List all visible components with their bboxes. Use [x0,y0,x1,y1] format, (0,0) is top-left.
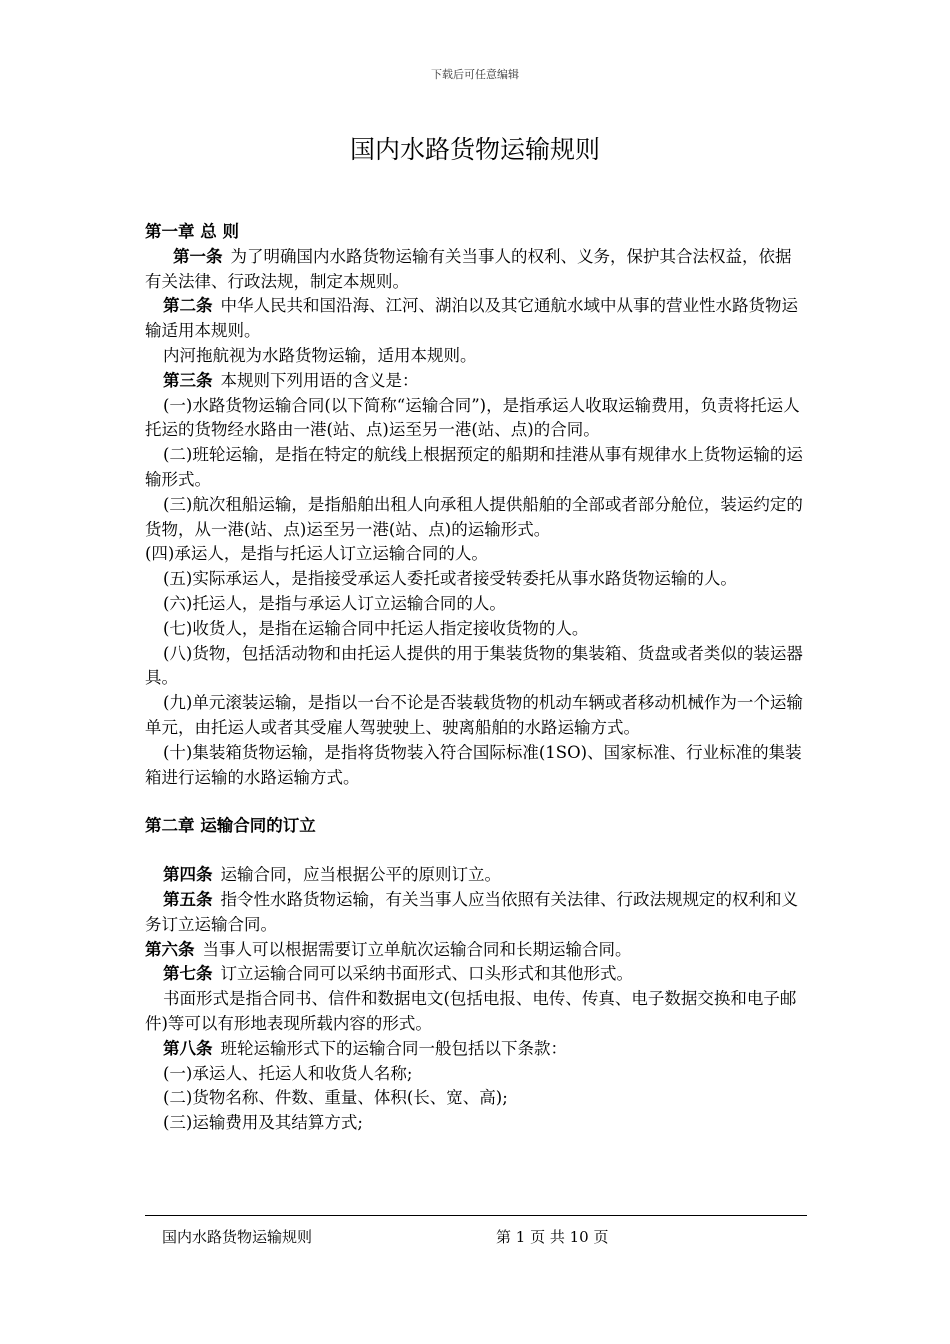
definition-item: (二)班轮运输，是指在特定的航线上根据预定的船期和挂港从事有规律水上货物运输的运输形式。 [145,445,803,489]
article-5 [145,888,807,938]
article-6 [145,938,807,963]
footer-doc-name: 国内水路货物运输规则 [162,1228,313,1246]
article-label: 第二条 [163,296,213,316]
definition-item: (八)货物，包括活动物和由托运人提供的用于集装货物的集装箱、货盘或者类似的装运器具。 [145,643,803,688]
article-text: 订立运输合同可以采纳书面形式、口头形式和其他形式。 [220,964,633,984]
article-text: 中华人民共和国沿海、江河、湖泊以及其它通航水域中从事的营业性水路货物运输适用本规则。 [145,296,798,341]
spacer [145,790,807,814]
clause-item: (一)承运人、托运人和收货人名称; [163,1063,413,1083]
chapter-heading-2: 第二章 运输合同的订立 [145,816,316,836]
article-text: 指令性水路货物运输，有关当事人应当依照有关法律、行政法规规定的权利和义务订立运输合同。 [145,889,798,934]
paragraph: 内河拖航视为水路货物运输，适用本规则。 [163,345,477,365]
article-label: 第七条 [163,964,213,984]
article-label: 第五条 [163,889,213,909]
document-body [145,220,807,1136]
chapter-heading-1: 第一章 总 则 [145,222,239,241]
definition-item: (九)单元滚装运输，是指以一台不论是否装载货物的机动车辆或者移动机械作为一个运输单元，由托运人或者其受雇人驾驶驶上、驶离船舶的水路运输方式。 [145,693,803,737]
clause-item: (二)货物名称、件数、重量、体积(长、宽、高); [163,1088,508,1108]
article-text: 班轮运输形式下的运输合同一般包括以下条款： [220,1038,567,1058]
definition-item: (四)承运人，是指与托运人订立运输合同的人。 [145,544,488,564]
article-4 [145,863,807,888]
document-title: 国内水路货物运输规则 [349,135,600,164]
footer-divider [145,1215,807,1216]
article-3 [145,369,807,394]
article-1 [145,245,807,295]
article-8 [145,1037,807,1062]
article-label: 第三条 [163,370,213,390]
definition-item: (五)实际承运人，是指接受承运人委托或者接受转委托从事水路货物运输的人。 [163,569,737,589]
footer-page-info: 第 1 页 共 10 页 [496,1228,609,1246]
definition-item: (七)收货人，是指在运输合同中托运人指定接收货物的人。 [163,618,589,638]
definition-item: (一)水路货物运输合同(以下简称“运输合同”)，是指承运人收取运输费用，负责将托运人托运的货物经水路由一港(站、点)运至另一港(站、点)的合同。 [145,395,800,440]
header-note: 下载后可任意编辑 [431,68,519,81]
article-text: 当事人可以根据需要订立单航次运输合同和长期运输合同。 [202,939,632,959]
article-label: 第一条 [173,246,223,266]
article-label: 第八条 [163,1038,213,1058]
article-label: 第六条 [145,939,195,959]
article-label: 第四条 [163,865,213,885]
clause-item: (三)运输费用及其结算方式; [163,1113,363,1133]
spacer [145,839,807,863]
article-2 [145,294,807,344]
article-text: 运输合同，应当根据公平的原则订立。 [220,865,501,885]
article-7 [145,962,807,987]
definition-item: (十)集装箱货物运输，是指将货物装入符合国际标准(1SO)、国家标准、行业标准的集装箱进行运输的水路运输方式。 [145,742,802,787]
paragraph: 书面形式是指合同书、信件和数据电文(包括电报、电传、传真、电子数据交换和电子邮件)等可以有形地表现所载内容的形式。 [145,989,797,1033]
definition-item: (三)航次租船运输，是指船舶出租人向承租人提供船舶的全部或者部分舱位，装运约定的货物，从一港(站、点)运至另一港(站、点)的运输形式。 [145,494,803,539]
definition-item: (六)托运人，是指与承运人订立运输合同的人。 [163,593,506,613]
article-text: 为了明确国内水路货物运输有关当事人的权利、义务，保护其合法权益，依据有关法律、行政法规，制定本规则。 [145,246,792,291]
article-text: 本规则下列用语的含义是： [220,370,419,390]
